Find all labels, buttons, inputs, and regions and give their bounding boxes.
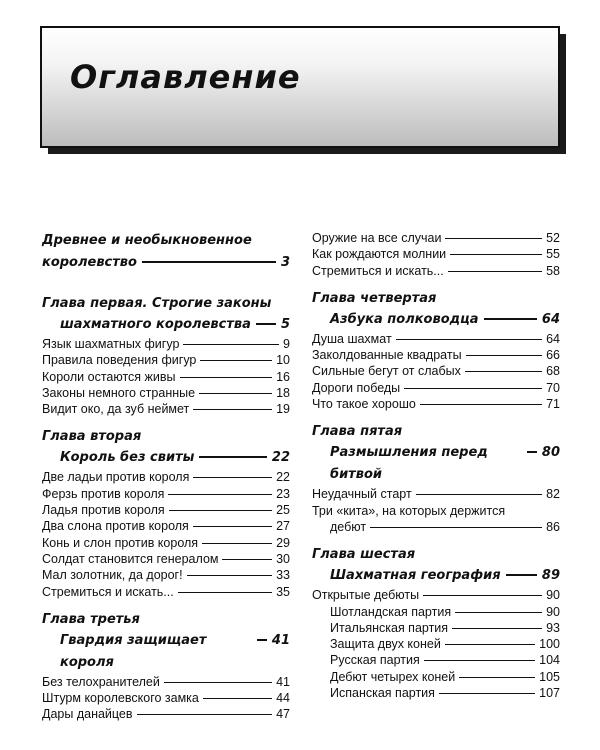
page-number: 52: [546, 231, 560, 245]
dot-leader: [193, 477, 272, 478]
page-number: 47: [276, 707, 290, 722]
spacer: [42, 274, 290, 284]
page-number: 80: [541, 445, 560, 461]
page-number: 22: [276, 470, 290, 485]
toc-entry[interactable]: [42, 584, 290, 600]
toc-entry-title: Два слона против короля: [42, 519, 189, 534]
page-number: 23: [276, 486, 290, 501]
page-number: 30: [276, 551, 290, 566]
dot-leader: [164, 682, 272, 683]
toc-entry-title: Шотландская партия: [330, 604, 452, 619]
toc-entry[interactable]: [312, 519, 560, 535]
dot-leader: [187, 575, 273, 576]
toc-entry-title: Открытые дебюты: [312, 588, 420, 603]
toc-entry-title: Ферзь против короля: [42, 486, 165, 501]
toc-entry-title: Правила поведения фигур: [42, 353, 197, 368]
page-number: 89: [541, 568, 560, 584]
dot-leader: [169, 510, 272, 511]
toc-entry-title: Сильные бегут от слабых: [312, 364, 461, 379]
section-entry[interactable]: [312, 565, 560, 587]
page-number: 27: [276, 519, 290, 534]
page-number: 29: [276, 535, 290, 550]
toc-entry-title: Душа шахмат: [312, 331, 392, 346]
toc-entry[interactable]: [42, 674, 290, 690]
page-number: 3: [280, 255, 290, 270]
toc-entry[interactable]: [42, 336, 290, 352]
dot-leader: [527, 451, 537, 453]
section-entry[interactable]: [312, 309, 560, 331]
page-number: 66: [546, 348, 560, 363]
dot-leader: [445, 238, 542, 239]
toc-entry-title: Короли остаются живы: [42, 369, 176, 384]
section-entry[interactable]: [42, 314, 290, 336]
toc-entry-title: Неудачный старт: [312, 487, 412, 502]
page-number: 64: [546, 331, 560, 346]
toc-entry-title: Дебют четырех коней: [330, 669, 456, 684]
toc-entry[interactable]: [42, 502, 290, 518]
section-entry[interactable]: [42, 252, 290, 274]
page-number: 104: [539, 653, 560, 668]
toc-entry[interactable]: [42, 352, 290, 368]
toc-entry[interactable]: [312, 587, 560, 603]
page-number: 5: [280, 317, 290, 332]
toc-entry-title: Испанская партия: [330, 686, 435, 701]
toc-entry-title: Как рождаются молнии: [312, 247, 447, 262]
toc-entry[interactable]: [312, 230, 560, 246]
toc-entry[interactable]: [312, 396, 560, 412]
page-number: 41: [271, 632, 290, 648]
toc-entry[interactable]: [312, 380, 560, 396]
title-banner: [40, 26, 570, 158]
dot-leader: [450, 254, 542, 255]
toc-entry[interactable]: [42, 385, 290, 401]
toc-entry-title: Штурм королевского замка: [42, 691, 199, 706]
toc-left-column: [42, 230, 290, 723]
section-entry[interactable]: [42, 447, 290, 469]
toc-entry-title: Шахматная география: [330, 568, 501, 584]
dot-leader: [420, 404, 542, 405]
page-number: 100: [539, 637, 560, 652]
section-entry[interactable]: [42, 630, 290, 674]
dot-leader: [465, 371, 542, 372]
toc-entry[interactable]: [312, 604, 560, 620]
toc-entry[interactable]: [42, 469, 290, 485]
chapter-heading: Глава четвертая: [312, 290, 437, 306]
chapter-heading: Глава шестая: [312, 547, 416, 563]
page-number: 22: [271, 450, 290, 466]
toc-entry-title: Заколдованные квадраты: [312, 348, 462, 363]
dot-leader: [423, 595, 542, 596]
dot-leader: [180, 377, 273, 378]
toc-entry-title: Защита двух коней: [330, 637, 441, 652]
dot-leader: [199, 456, 267, 458]
page-number: 86: [546, 519, 560, 534]
dot-leader: [424, 660, 535, 661]
toc-entry-title: Азбука полководца: [330, 311, 479, 327]
dot-leader: [484, 318, 537, 320]
dot-leader: [137, 714, 273, 715]
toc-entry[interactable]: [42, 690, 290, 706]
dot-leader: [459, 677, 535, 678]
toc-entry-title: Законы немного странные: [42, 385, 196, 400]
toc-entry-title: Мал золотник, да дорог!: [42, 568, 183, 583]
toc-entry-title: Русская партия: [330, 653, 420, 668]
page-number: 33: [276, 568, 290, 583]
toc-entry[interactable]: [312, 486, 560, 502]
toc-entry[interactable]: [312, 246, 560, 262]
toc-entry[interactable]: [312, 636, 560, 652]
dot-leader: [193, 526, 272, 527]
page-number: 70: [546, 380, 560, 395]
page-number: 90: [546, 604, 560, 619]
dot-leader: [178, 592, 272, 593]
toc-entry[interactable]: [312, 669, 560, 685]
toc-entry[interactable]: [42, 551, 290, 567]
dot-leader: [200, 360, 272, 361]
toc-entry-title: Размышления перед битвой: [330, 445, 488, 483]
toc-entry-title: Три «кита», на которых держится: [312, 503, 506, 518]
page-number: 105: [539, 669, 560, 684]
dot-leader: [455, 612, 542, 613]
chapter-heading: Глава пятая: [312, 424, 403, 440]
dot-leader: [506, 574, 537, 576]
chapter-heading: Глава первая. Строгие законы: [42, 296, 272, 311]
toc-entry[interactable]: [312, 347, 560, 363]
toc-entry[interactable]: [42, 706, 290, 722]
toc-entry[interactable]: [312, 652, 560, 668]
banner-box: [40, 26, 560, 148]
section-entry[interactable]: [312, 442, 560, 486]
page-number: 25: [276, 503, 290, 518]
dot-leader: [448, 271, 542, 272]
toc-entry[interactable]: [312, 685, 560, 701]
toc-entry-title: Дары данайцев: [42, 707, 133, 722]
toc-entry[interactable]: [42, 535, 290, 551]
dot-leader: [256, 323, 276, 325]
toc-entry-title: Оружие на все случаи: [312, 231, 442, 245]
dot-leader: [142, 261, 276, 263]
page-number: 58: [546, 263, 560, 278]
dot-leader: [183, 344, 279, 345]
page-number: 18: [276, 385, 290, 400]
page-number: 107: [539, 686, 560, 701]
page-number: 10: [276, 353, 290, 368]
toc-entry-title: королевство: [42, 255, 137, 270]
toc-entry-title: дебют: [330, 519, 367, 534]
toc-entry[interactable]: [42, 401, 290, 417]
page-number: 64: [541, 311, 560, 327]
page-number: 71: [546, 397, 560, 412]
page-number: 19: [276, 402, 290, 417]
toc-entry-title: Стремиться и искать...: [312, 263, 444, 278]
toc-entry[interactable]: [42, 567, 290, 583]
dot-leader: [404, 388, 542, 389]
toc-entry[interactable]: [312, 331, 560, 347]
page-number: 16: [276, 369, 290, 384]
toc-entry-title: шахматного королевства: [60, 317, 251, 332]
dot-leader: [202, 543, 272, 544]
toc-entry[interactable]: [312, 620, 560, 636]
toc-entry-title: Без телохранителей: [42, 674, 160, 689]
toc-entry-title: Солдат становится генералом: [42, 551, 219, 566]
dot-leader: [416, 494, 542, 495]
toc-entry[interactable]: [42, 369, 290, 385]
toc-entry-title: Итальянская партия: [330, 620, 449, 635]
page-number: 93: [546, 620, 560, 635]
dot-leader: [452, 628, 542, 629]
dot-leader: [466, 355, 543, 356]
chapter-heading: Глава третья: [42, 611, 140, 627]
toc-entry-title: Язык шахматных фигур: [42, 337, 180, 351]
toc-entry-title: Король без свиты: [60, 450, 195, 466]
page-number: 44: [276, 691, 290, 706]
toc-entry[interactable]: [312, 363, 560, 379]
dot-leader: [439, 693, 535, 694]
toc-entry-title: Конь и слон против короля: [42, 535, 199, 550]
page-number: 90: [546, 588, 560, 603]
dot-leader: [445, 644, 535, 645]
dot-leader: [222, 559, 272, 560]
section-title: Древнее и необыкновенное: [42, 233, 252, 248]
toc-entry[interactable]: [42, 486, 290, 502]
page-title: Оглавление: [70, 58, 301, 96]
chapter-heading: Глава вторая: [42, 429, 142, 445]
toc-entry[interactable]: [312, 263, 560, 279]
toc-right-column: [312, 230, 560, 701]
dot-leader: [396, 339, 542, 340]
dot-leader: [257, 639, 267, 641]
dot-leader: [203, 698, 272, 699]
page-number: 82: [546, 487, 560, 502]
page-number: 55: [546, 247, 560, 262]
toc-entry-title: Видит око, да зуб неймет: [42, 402, 190, 417]
page-number: 9: [283, 337, 290, 351]
dot-leader: [370, 527, 542, 528]
toc-entry-title: Гвардия защищает короля: [60, 632, 207, 670]
toc-text-line: [312, 503, 560, 519]
toc-entry-title: Стремиться и искать...: [42, 584, 174, 599]
toc-entry[interactable]: [42, 518, 290, 534]
toc-entry-title: Две ладьи против короля: [42, 470, 190, 485]
page-number: 35: [276, 584, 290, 599]
dot-leader: [168, 494, 272, 495]
toc-entry-title: Что такое хорошо: [312, 397, 416, 412]
page-number: 41: [276, 674, 290, 689]
toc-entry-title: Дороги победы: [312, 380, 401, 395]
dot-leader: [199, 393, 272, 394]
dot-leader: [193, 409, 272, 410]
page-number: 68: [546, 364, 560, 379]
toc-entry-title: Ладья против короля: [42, 503, 165, 518]
